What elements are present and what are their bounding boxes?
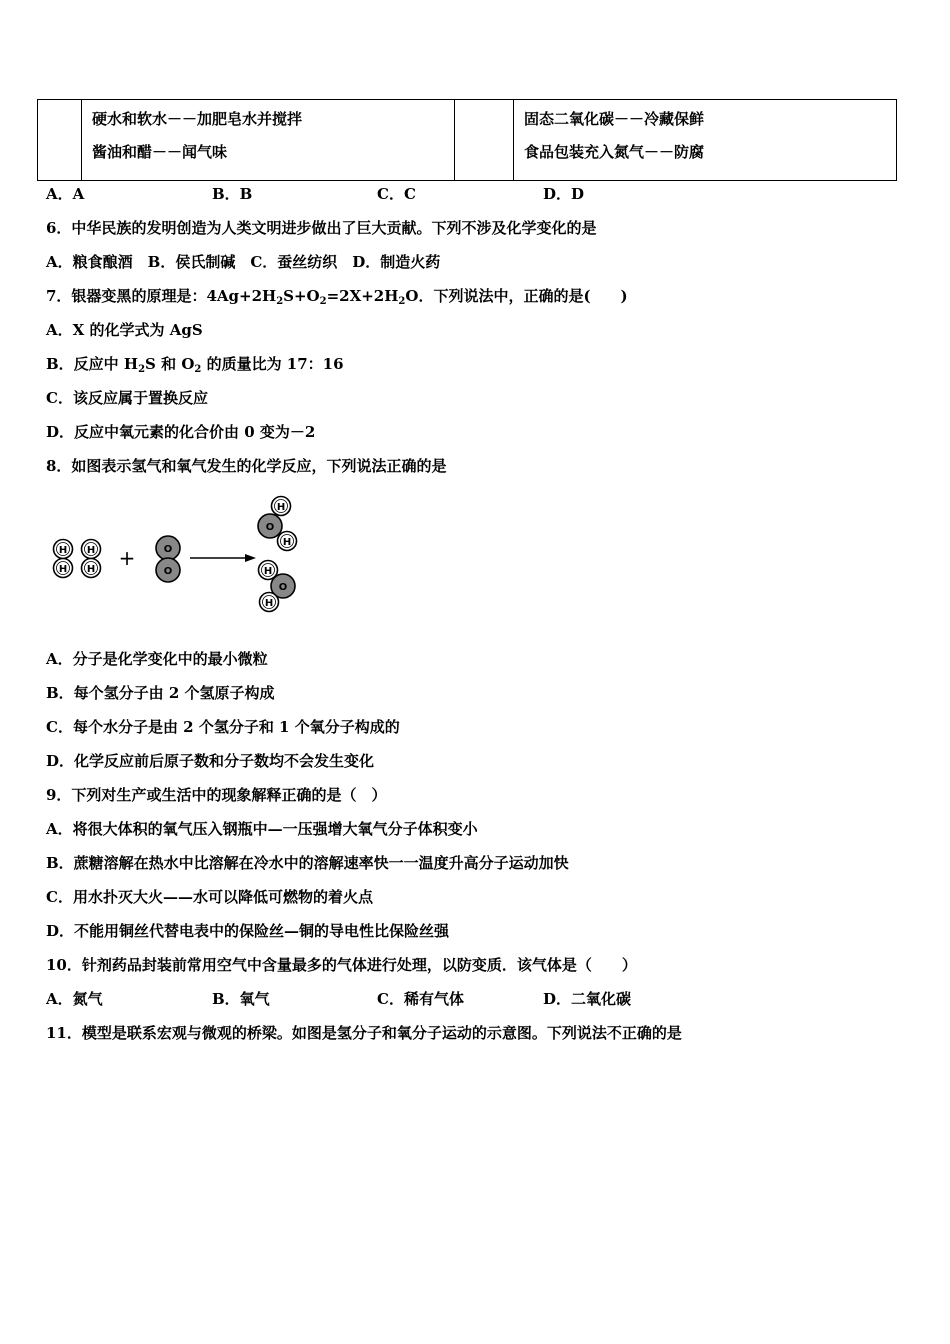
q5-option-a: A．A	[46, 185, 85, 203]
table-left-line-1: 硬水和软水－－加肥皂水并搅拌	[92, 110, 303, 128]
reaction-arrow	[190, 554, 256, 562]
q5-option-b: B．B	[212, 185, 253, 203]
oxygen-atom-label: O	[163, 566, 173, 577]
q6-stem: 6．中华民族的发明创造为人类文明进步做出了巨大贡献。下列不涉及化学变化的是	[46, 219, 597, 237]
q8-option-d: D．化学反应前后原子数和分子数均不会发生变化	[46, 752, 375, 770]
q7-stem: 7．银器变黑的原理是：$4Ag+2H_2S+O_2=2X+2H_2O$．下列说法中，正确的是( )	[46, 287, 628, 307]
q8-option-a: A．分子是化学变化中的最小微粒	[46, 650, 268, 668]
q5-options-table	[37, 99, 897, 181]
q10-stem: 10．针剂药品封装前常用空气中含量最多的气体进行处理，以防变质．该气体是（ ）	[46, 956, 637, 974]
q10-option-d: D．二氧化碳	[543, 990, 632, 1008]
q9-option-d: D．不能用铜丝代替电表中的保险丝—铜的导电性比保险丝强	[46, 922, 450, 940]
table-cell-left	[82, 100, 455, 181]
hydrogen-atom-label: H	[282, 537, 292, 548]
q9-stem: 9．下列对生产或生活中的现象解释正确的是（ ）	[46, 786, 387, 804]
q7-option-c: C．该反应属于置换反应	[46, 389, 208, 407]
hydrogen-atom-label: H	[86, 545, 96, 556]
q10-option-b: B．氧气	[212, 990, 270, 1008]
oxygen-molecule	[156, 536, 180, 582]
table-right-line-2: 食品包装充入氮气－－防腐	[524, 143, 705, 161]
q7-option-b: B．反应中 $H_2S$ 和 $O_2$ 的质量比为 17：16	[46, 355, 344, 375]
q6-options: A．粮食酿酒 B．侯氏制碱 C．蚕丝纺织 D．制造火药	[46, 253, 441, 271]
oxygen-atom-label: O	[278, 582, 288, 593]
hydrogen-atom-label: H	[86, 564, 96, 575]
q7-option-a: A．X 的化学式为 AgS	[46, 321, 203, 339]
q9-option-b: B．蔗糖溶解在热水中比溶解在冷水中的溶解速率快一一温度升高分子运动加快	[46, 854, 569, 872]
table-left-line-2: 酱油和醋－－闻气味	[92, 143, 228, 161]
hydrogen-atom-label: H	[264, 598, 274, 609]
table-cell-right	[514, 100, 897, 181]
oxygen-atom-label: O	[265, 522, 275, 533]
table-cell-empty	[38, 100, 82, 181]
hydrogen-atom-label: H	[58, 564, 68, 575]
table-right-line-1: 固态二氧化碳－－冷藏保鲜	[524, 110, 705, 128]
oxygen-atom-label: O	[163, 544, 173, 555]
q8-option-b: B．每个氢分子由 2 个氢原子构成	[46, 684, 275, 702]
hydrogen-atom-label: H	[276, 502, 286, 513]
q8-option-c: C．每个水分子是由 2 个氢分子和 1 个氧分子构成的	[46, 718, 400, 736]
hydrogen-molecule-2	[82, 540, 101, 578]
hydrogen-atom-label: H	[58, 545, 68, 556]
reaction-diagram	[40, 490, 320, 620]
q5-option-c: C．C	[377, 185, 416, 203]
water-molecule-2	[259, 561, 296, 612]
plus-sign: +	[118, 546, 136, 570]
q8-stem: 8．如图表示氢气和氧气发生的化学反应，下列说法正确的是	[46, 457, 447, 475]
q10-option-a: A．氮气	[46, 990, 103, 1008]
q9-option-c: C．用水扑灭大火——水可以降低可燃物的着火点	[46, 888, 373, 906]
q9-option-a: A．将很大体积的氧气压入钢瓶中—一压强增大氧气分子体积变小	[46, 820, 478, 838]
q11-stem: 11．模型是联系宏观与微观的桥梁。如图是氢分子和氧分子运动的示意图。下列说法不正确的是	[46, 1024, 682, 1042]
table-cell-empty	[455, 100, 514, 181]
hydrogen-atom-label: H	[263, 566, 273, 577]
water-molecule-1	[258, 497, 297, 551]
hydrogen-molecule-1	[54, 540, 73, 578]
q7-option-d: D．反应中氧元素的化合价由 0 变为－2	[46, 423, 316, 441]
q10-option-c: C．稀有气体	[377, 990, 464, 1008]
q5-option-d: D．D	[543, 185, 585, 203]
